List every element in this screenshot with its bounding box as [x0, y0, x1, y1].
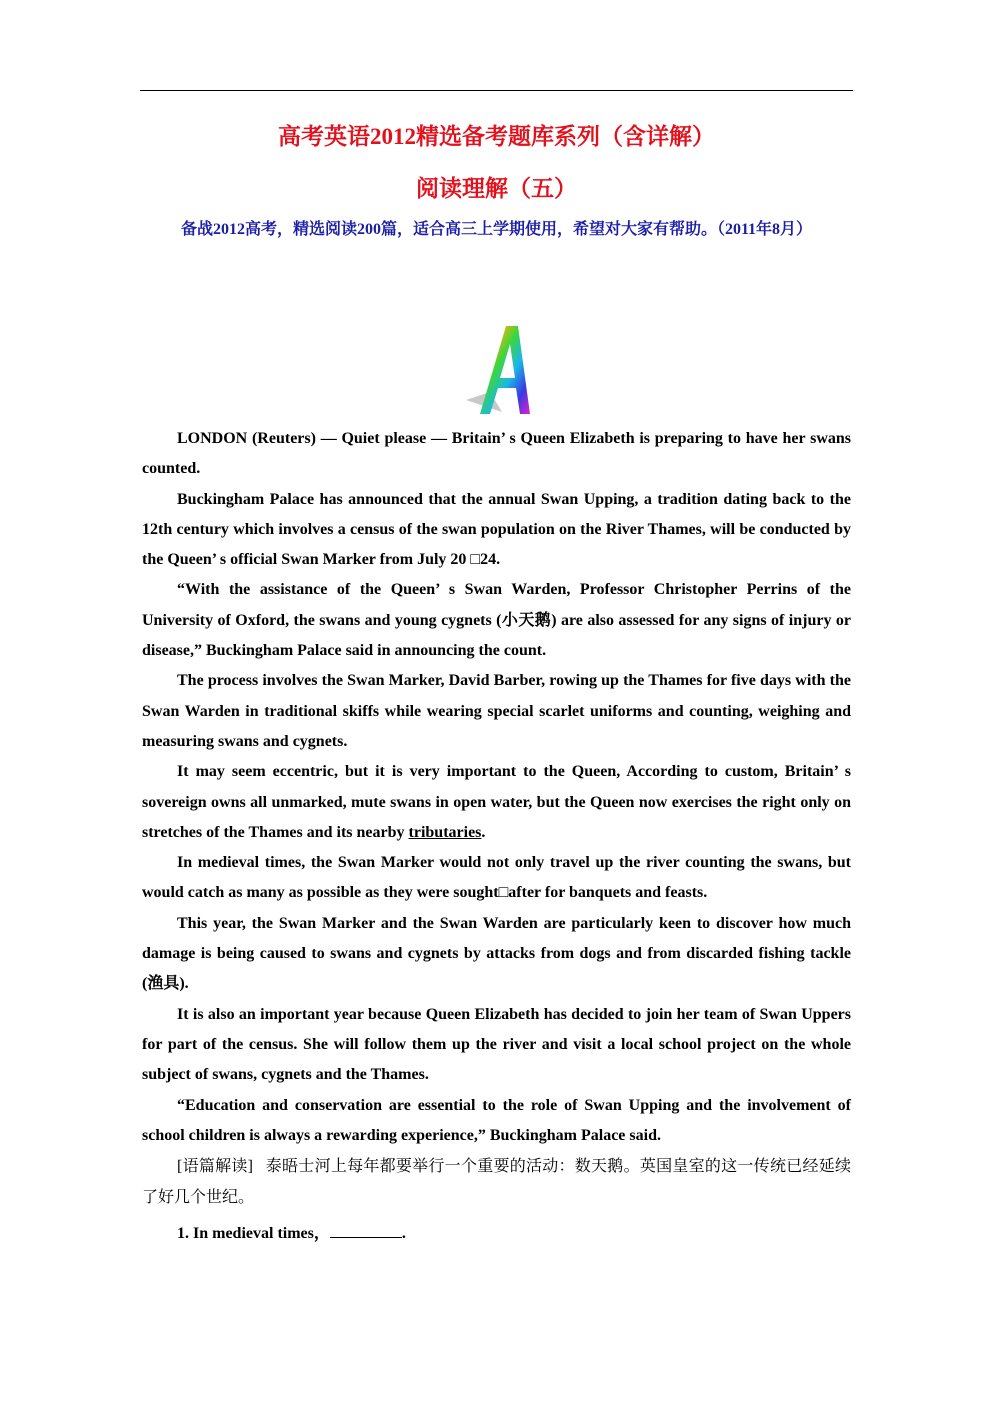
question-prefix: 1. In medieval times，: [177, 1225, 330, 1243]
document-subtitle: 备战2012高考，精选阅读200篇，适合高三上学期使用，希望对大家有帮助。（2011年8月）: [180, 221, 813, 238]
question-suffix: .: [401, 1225, 406, 1243]
passage-analysis: [142, 1151, 851, 1213]
rainbow-letter-a-logo: [458, 322, 538, 422]
section-title: 阅读理解（五）: [416, 176, 577, 201]
paragraph: It is also an important year because Queen Elizabeth has decided to join her team of Swan Uppers for part of the census. She will follow them up the river and visit a local school project on the whole subject of swans, cygnets and the Thames.: [142, 1005, 851, 1084]
paragraph: LONDON (Reuters) — Quiet please — Britain’ s Queen Elizabeth is preparing to have her swans counted.: [142, 430, 851, 478]
paragraph: [142, 757, 851, 848]
document-title: 高考英语2012精选备考题库系列（含详解）: [278, 124, 715, 149]
underlined-word: tributaries: [408, 823, 482, 841]
paragraph: The process involves the Swan Marker, David Barber, rowing up the Thames for five days with the Swan Warden in traditional skiffs while wearing special scarlet uniforms and counting, weighing and measuring swans and cygnets.: [142, 672, 851, 750]
paragraph: “With the assistance of the Queen’ s Swan Warden, Professor Christopher Perrins of the University of Oxford, the swans and young cygnets (小天鹅) are also assessed for any signs of injury or disease,” Buckingham Palace said in announcing the count.: [142, 581, 851, 660]
answer-blank[interactable]: [330, 1223, 402, 1238]
paragraph-text: .: [481, 823, 486, 841]
question-1: [142, 1219, 851, 1249]
analysis-text: 泰晤士河上每年都要举行一个重要的活动：数天鹅。英国皇室的这一传统已经延续了好几个世纪。: [142, 1158, 851, 1207]
paragraph: In medieval times, the Swan Marker would not only travel up the river counting the swans, but would catch as many as possible as they were sought□after for banquets and feasts.: [142, 854, 851, 902]
paragraph-text: It may seem eccentric, but it is very important to the Queen, According to custom, Britain’ s sovereign owns all unmarked, mute swans in open water, but the Queen now exercises the right only on stretches of the Thames and its nearby: [142, 763, 851, 841]
paragraph: “Education and conservation are essential to the role of Swan Upping and the involvement of school children is always a rewarding experience,” Buckingham Palace said.: [142, 1096, 851, 1144]
paragraph: Buckingham Palace has announced that the annual Swan Upping, a tradition dating back to the 12th century which involves a census of the swan population on the River Thames, will be conducted by the Queen’ s official Swan Marker from July 20 □24.: [142, 490, 851, 569]
header-rule: [140, 90, 853, 91]
analysis-tag: [语篇解读]: [177, 1158, 253, 1176]
paragraph: This year, the Swan Marker and the Swan Warden are particularly keen to discover how much damage is being caused to swans and cygnets by attacks from dogs and from discarded fishing tackle (渔具).: [142, 914, 851, 993]
article-body: [142, 424, 851, 1249]
